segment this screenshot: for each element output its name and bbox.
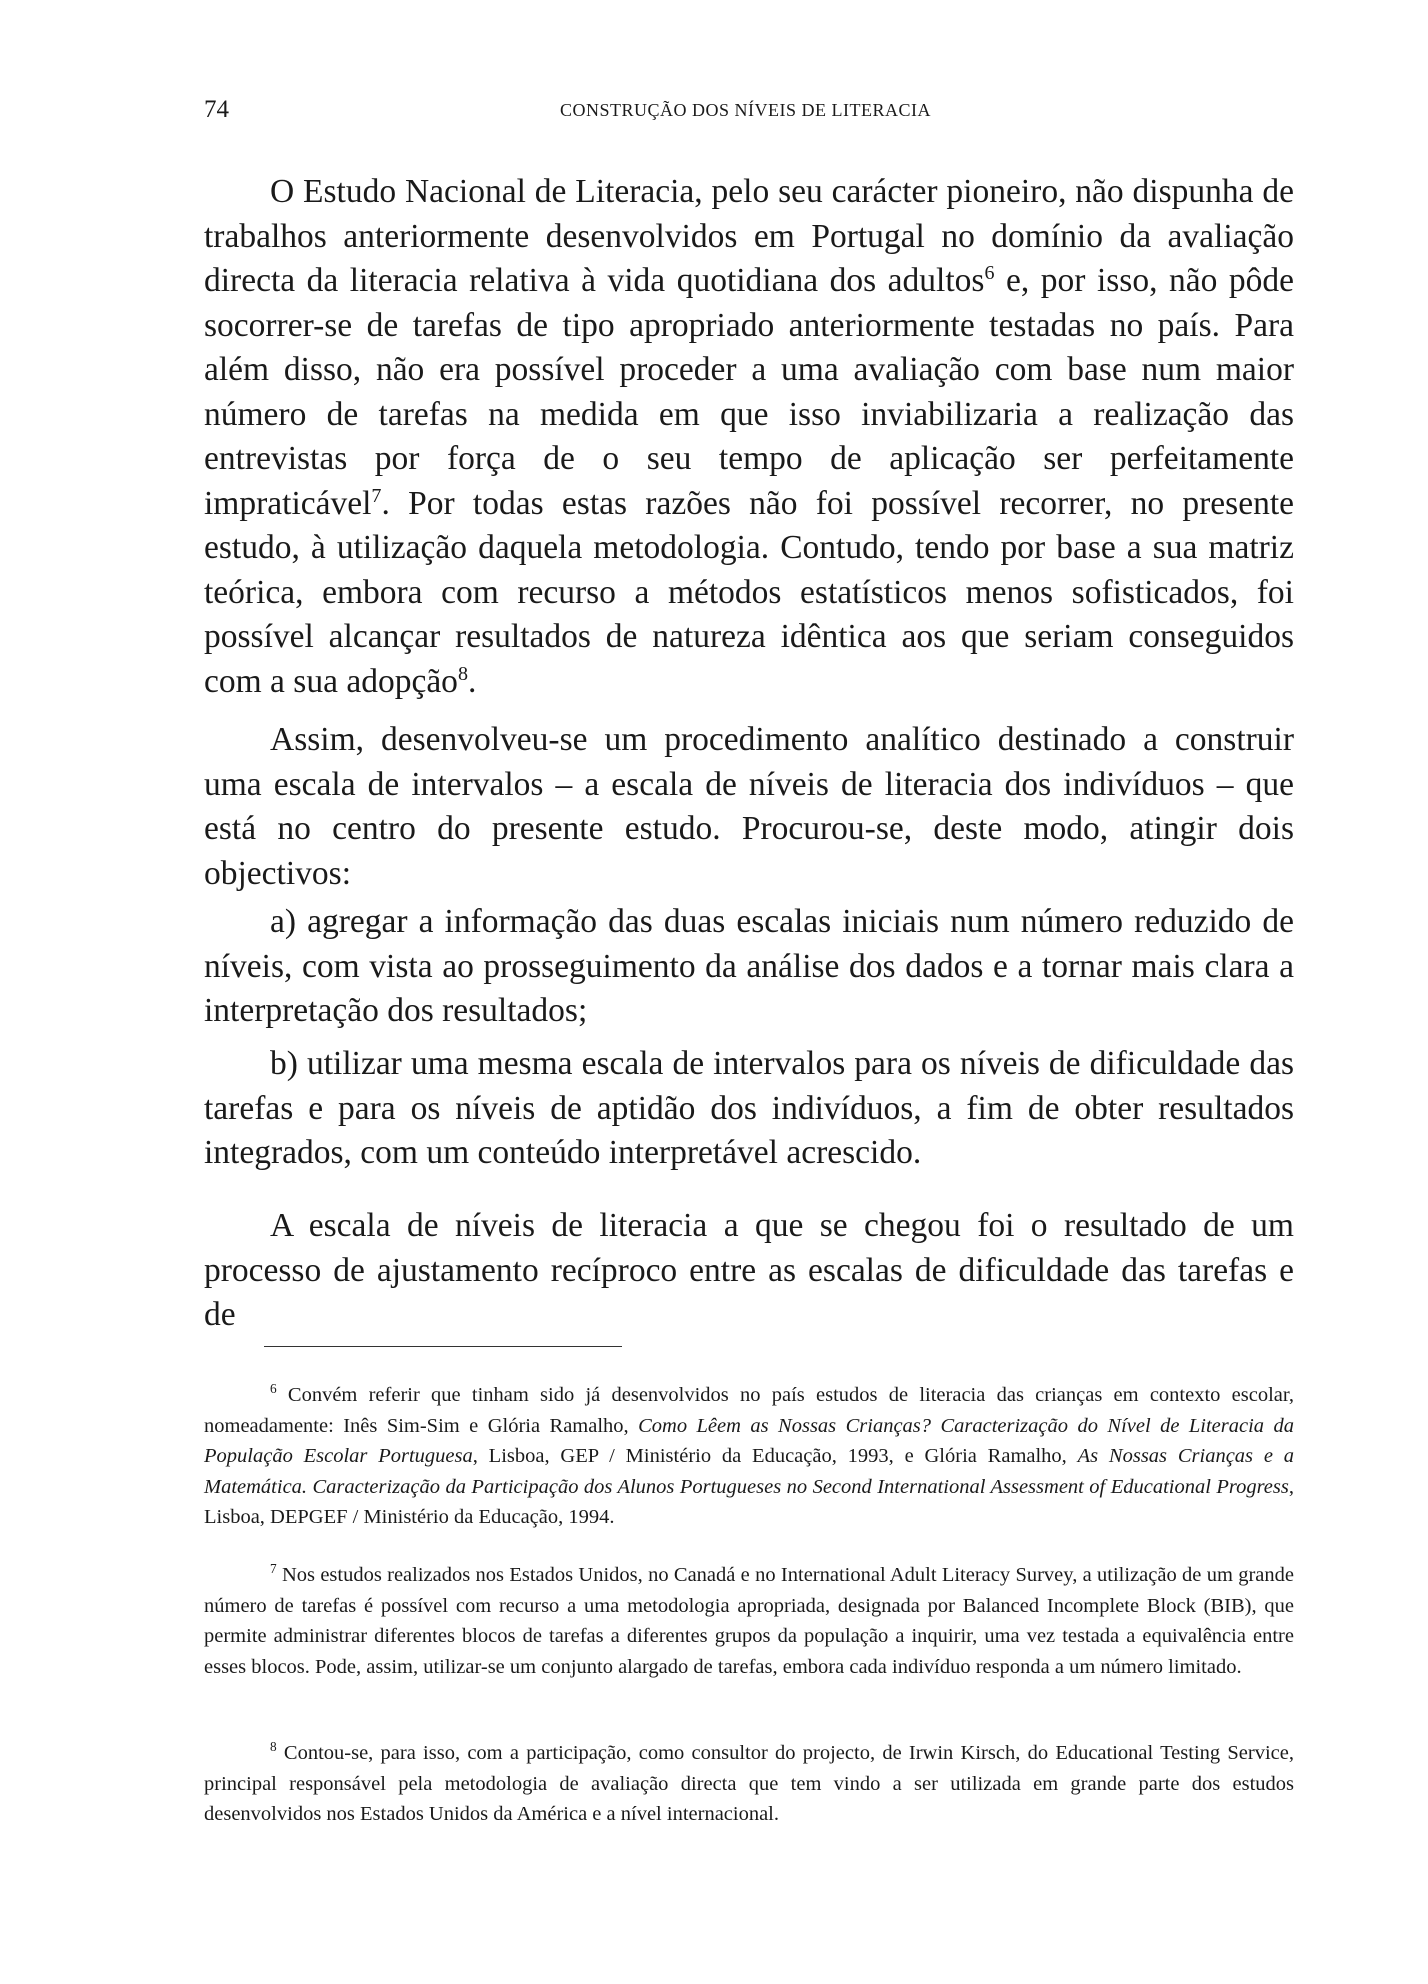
footnote-text: Contou-se, para isso, com a participação, como consultor do projecto, de Irwin Kirsch, do Educational Testing Service, principal responsável pela metodologia de avaliação directa que tem vindo a ser utilizada em grande parte dos estudos desenvolvidos nos Estados Unidos da América e a nível internacional.: [204, 1742, 1294, 1825]
footnote-text: Convém referir que tinham sido já desenvolvidos no país estudos de literacia das crianças em contexto escolar, nomeadamente: Inês Sim-Sim e Glória Ramalho,: [204, 1384, 1294, 1437]
footnote-ref-8[interactable]: 8: [457, 662, 468, 685]
footnote-title-italic: Como Lêem as Nossas Crianças? Caracterização do Nível de Literacia da População Escolar Portuguesa: [204, 1414, 1294, 1467]
footnote-mark: 6: [270, 1381, 277, 1397]
footnote-6: [204, 1380, 1294, 1533]
footnote-text: , Lisboa, GEP / Ministério da Educação, 1993, e Glória Ramalho,: [472, 1445, 1078, 1467]
paragraph-text: A escala de níveis de literacia a que se chegou foi o resultado de um processo de ajustamento recíproco entre as escalas de dificuldade das tarefas e de: [204, 1207, 1294, 1333]
footnote-title-italic: As Nossas Crianças e a Matemática. Caracterização da Participação dos Alunos Portugueses no Second International Assessment of Educational Progress: [204, 1445, 1294, 1498]
body-paragraph-2: [204, 718, 1294, 896]
footnote-text: Nos estudos realizados nos Estados Unidos, no Canadá e no International Adult Literacy Survey, a utilização de um grande número de tarefas é possível com recurso a uma metodologia apropriada, designada por Balanced Incomplete Block (BIB), que permite administrar diferentes blocos de tarefas a diferentes grupos da população a inquirir, uma vez testada a equivalência entre esses blocos. Pode, assim, utilizar-se um conjunto alargado de tarefas, embora cada indivíduo responda a um número limitado.: [204, 1564, 1294, 1678]
body-paragraph-1: [204, 170, 1294, 704]
running-head: CONSTRUÇÃO DOS NÍVEIS DE LITERACIA: [560, 100, 931, 120]
footnote-text: , Lisboa, DEPGEF / Ministério da Educação, 1994.: [204, 1475, 1294, 1528]
objective-b: [204, 1042, 1294, 1176]
objective-a: [204, 900, 1294, 1034]
paragraph-text: . Por todas estas razões não foi possível recorrer, no presente estudo, à utilização daquela metodologia. Contudo, tendo por base a sua matriz teórica, embora com recurso a métodos estatísticos menos sofisticados, foi possível alcançar resultados de natureza idêntica aos que seriam conseguidos com a sua adopção: [204, 484, 1294, 700]
footnote-mark: 7: [270, 1561, 277, 1577]
page-number: 74: [204, 96, 229, 123]
footnote-8: [204, 1738, 1294, 1830]
paragraph-text: a) agregar a informação das duas escalas iniciais num número reduzido de níveis, com vista ao prosseguimento da análise dos dados e a tornar mais clara a interpretação dos resultados;: [204, 903, 1294, 1029]
paragraph-text: Assim, desenvolveu-se um procedimento analítico destinado a construir uma escala de intervalos – a escala de níveis de literacia dos indivíduos – que está no centro do presente estudo. Procurou-se, deste modo, atingir dois objectivos:: [204, 721, 1294, 892]
paragraph-text: b) utilizar uma mesma escala de intervalos para os níveis de dificuldade das tarefas e para os níveis de aptidão dos indivíduos, a fim de obter resultados integrados, com um conteúdo interpretável acrescido.: [204, 1045, 1294, 1171]
paragraph-text: e, por isso, não pôde socorrer-se de tarefas de tipo apropriado anteriormente testadas no país. Para além disso, não era possível proceder a uma avaliação com base num maior número de tarefas na medida em que isso inviabilizaria a realização das entrevistas por força de o seu tempo de aplicação ser perfeitamente impraticável: [204, 262, 1294, 522]
footnote-divider: [264, 1346, 622, 1347]
footnote-ref-7[interactable]: 7: [371, 484, 382, 507]
paragraph-text: O Estudo Nacional de Literacia, pelo seu carácter pioneiro, não dispunha de trabalhos anteriormente desenvolvidos em Portugal no domínio da avaliação directa da literacia relativa à vida quotidiana dos adultos: [204, 173, 1294, 299]
footnote-mark: 8: [270, 1739, 277, 1755]
body-paragraph-5: [204, 1204, 1294, 1338]
paragraph-text: .: [467, 662, 477, 700]
footnote-7: [204, 1560, 1294, 1682]
footnote-ref-6[interactable]: 6: [984, 261, 995, 284]
